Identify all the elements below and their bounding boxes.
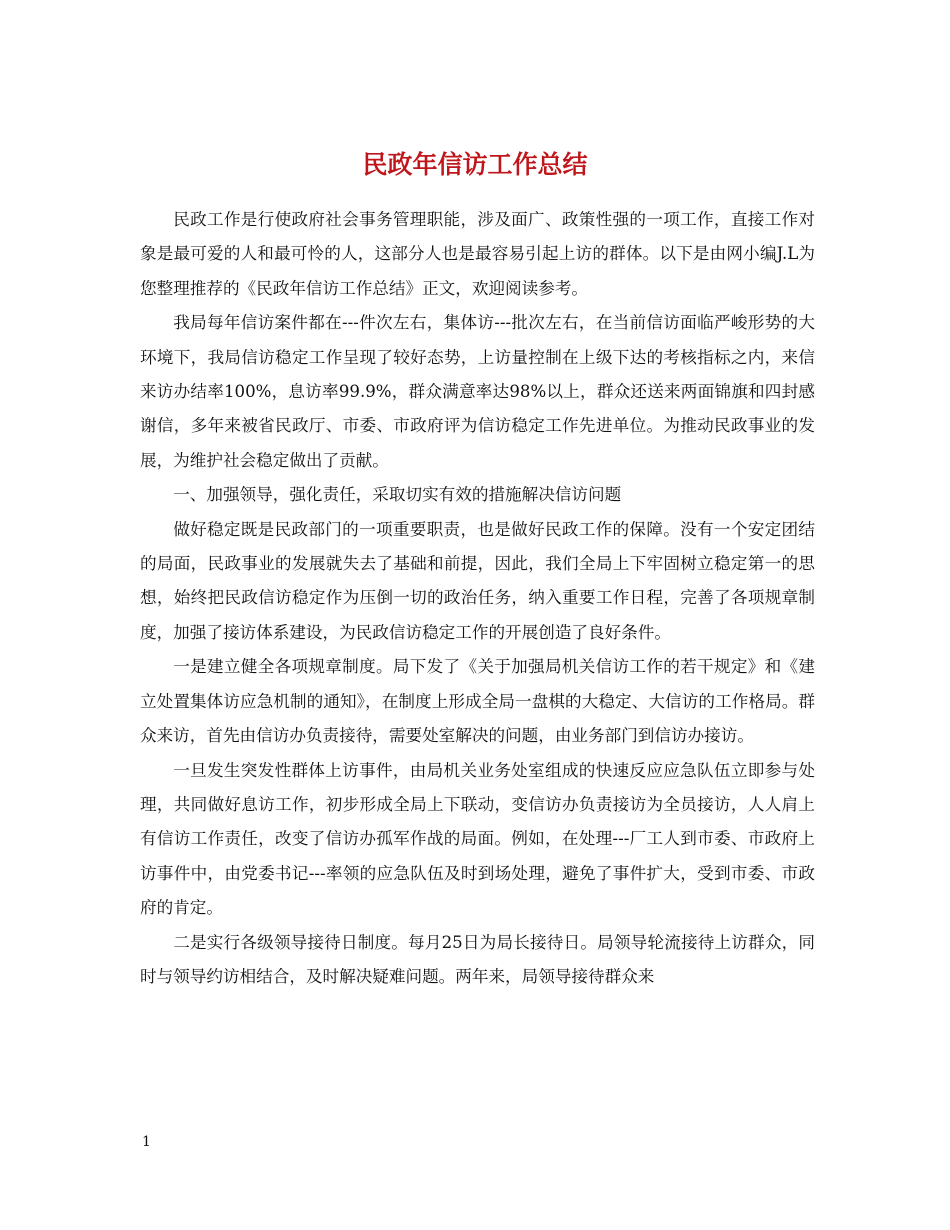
paragraph-overview: 我局每年信访案件都在---件次左右，集体访---批次左右，在当前信访面临严峻形势的大环境下，我局信访稳定工作呈现了较好态势，上访量控制在上级下达的考核指标之内，来信来访办结率100%，息访率99.9%，群众满意率达98%以上，群众还送来两面锦旗和四封感谢信，多年来被省民政厅、市委、市政府评为信访稳定工作先进单位。为推动民政事业的发展，为维护社会稳定做出了贡献。 bbox=[140, 313, 815, 470]
paragraph-intro: 民政工作是行使政府社会事务管理职能，涉及面广、政策性强的一项工作，直接工作对象是最可爱的人和最可怜的人，这部分人也是最容易引起上访的群体。以下是由网小编J.L为您整理推荐的《民政年信访工作总结》正文，欢迎阅读参考。 bbox=[140, 210, 815, 298]
paragraph-reception-day: 二是实行各级领导接待日制度。每月25日为局长接待日。局领导轮流接待上访群众，同时与领导约访相结合，及时解决疑难问题。两年来，局领导接待群众来 bbox=[140, 932, 815, 986]
paragraph-stability: 做好稳定既是民政部门的一项重要职责，也是做好民政工作的保障。没有一个安定团结的局面，民政事业的发展就失去了基础和前提，因此，我们全局上下牢固树立稳定第一的思想，始终把民政信访稳定作为压倒一切的政治任务，纳入重要工作日程，完善了各项规章制度，加强了接访体系建设，为民政信访稳定工作的开展创造了良好条件。 bbox=[140, 519, 815, 642]
paragraph-emergency-response: 一旦发生突发性群体上访事件，由局机关业务处室组成的快速反应应急队伍立即参与处理，共同做好息访工作，初步形成全局上下联动，变信访办负责接访为全员接访，人人肩上有信访工作责任，改变了信访办孤军作战的局面。例如，在处理---厂工人到市委、市政府上访事件中，由党委书记---率领的应急队伍及时到场处理，避免了事件扩大，受到市委、市政府的肯定。 bbox=[140, 760, 815, 918]
section-heading-1: 一、加强领导，强化责任，采取切实有效的措施解决信访问题 bbox=[173, 485, 622, 505]
paragraph-regulations: 一是建立健全各项规章制度。局下发了《关于加强局机关信访工作的若干规定》和《建立处置集体访应急机制的通知》，在制度上形成全局一盘棋的大稳定、大信访的工作格局。群众来访，首先由信访办负责接待，需要处室解决的问题，由业务部门到信访办接访。 bbox=[140, 657, 815, 746]
page-number: 1 bbox=[142, 1134, 151, 1150]
document-body bbox=[140, 203, 815, 994]
document-title: 民政年信访工作总结 bbox=[362, 149, 588, 179]
